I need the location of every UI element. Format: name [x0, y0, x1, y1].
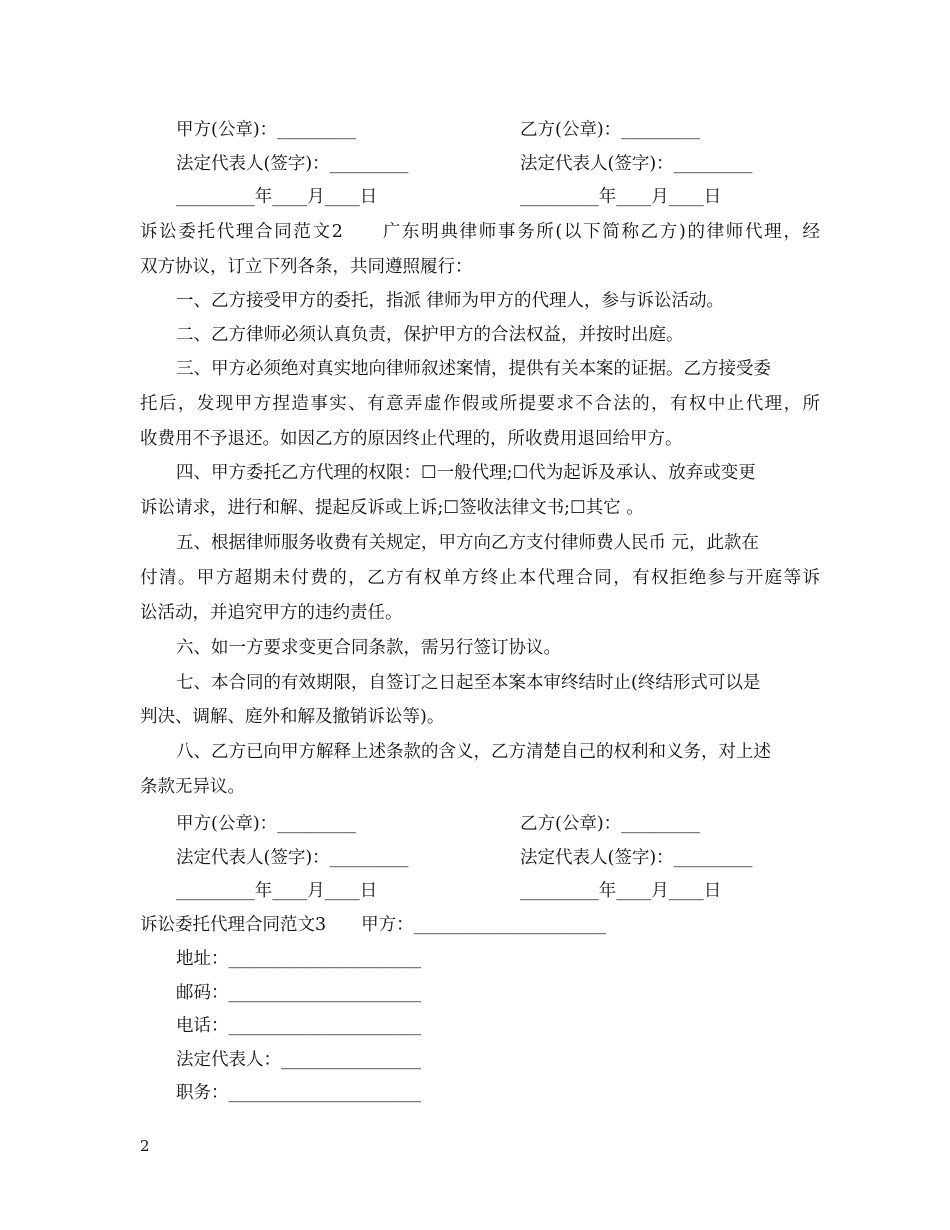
party-a-seal-line: 甲方(公章)：_________: [176, 814, 356, 834]
page-number: 2: [140, 1137, 150, 1155]
clause-7: 七、本合同的有效期限，自签订之日起至本案本审终结时止(终结形式可以是: [176, 673, 761, 693]
contract2-body-line: 双方协议，订立下列各条，共同遵照履行：: [140, 257, 473, 277]
clause-5-continued: 讼活动，并追究甲方的违约责任。: [140, 603, 403, 623]
postal-code-field: 邮码：______________________: [176, 983, 421, 1003]
party-b-date-line: _________年____月____日: [520, 881, 722, 901]
party-a-date-line: _________年____月____日: [176, 881, 378, 901]
party-b-date-line: _________年____月____日: [520, 187, 722, 207]
clause-1: 一、乙方接受甲方的委托，指派 律师为甲方的代理人，参与诉讼活动。: [176, 291, 725, 311]
clause-3-continued: 收费用不予退还。如因乙方的原因终止代理的，所收费用退回给甲方。: [140, 429, 683, 449]
phone-field: 电话：______________________: [176, 1016, 421, 1036]
party-a-rep-signature-line: 法定代表人(签字)：_________: [176, 848, 409, 868]
clause-8: 八、乙方已向甲方解释上述条款的含义，乙方清楚自己的权利和义务，对上述: [176, 742, 771, 762]
party-a-seal-line: 甲方(公章)：_________: [176, 120, 356, 140]
clause-5: 五、根据律师服务收费有关规定，甲方向乙方支付律师费人民币 元，此款在: [176, 533, 760, 553]
clause-5-continued: 付清。甲方超期未付费的，乙方有权单方终止本代理合同，有权拒绝参与开庭等诉: [140, 568, 820, 588]
clause-3-continued: 托后，发现甲方捏造事实、有意弄虚作假或所提要求不合法的，有权中止代理，所: [140, 394, 820, 414]
clause-7-continued: 判决、调解、庭外和解及撤销诉讼等)。: [140, 707, 445, 727]
party-b-rep-signature-line: 法定代表人(签字)：_________: [520, 154, 753, 174]
position-field: 职务：______________________: [176, 1083, 421, 1103]
party-b-seal-line: 乙方(公章)：_________: [520, 814, 700, 834]
clause-4: 四、甲方委托乙方代理的权限：☐一般代理;☐代为起诉及承认、放弃或变更: [176, 463, 756, 483]
party-b-rep-signature-line: 法定代表人(签字)：_________: [520, 848, 753, 868]
clause-4-continued: 诉讼请求，进行和解、提起反诉或上诉;☐签收法律文书;☐其它 。: [140, 498, 644, 518]
clause-8-continued: 条款无异议。: [140, 777, 245, 797]
party-b-seal-line: 乙方(公章)：_________: [520, 120, 700, 140]
legal-representative-field: 法定代表人：________________: [176, 1050, 421, 1070]
contract2-title-line: 诉讼委托代理合同范文2 广东明典律师事务所(以下简称乙方)的律师代理，经: [140, 222, 820, 242]
contract3-heading: 诉讼委托代理合同范文3 甲方：______________________: [140, 915, 607, 935]
party-a-rep-signature-line: 法定代表人(签字)：_________: [176, 154, 409, 174]
clause-3: 三、甲方必须绝对真实地向律师叙述案情，提供有关本案的证据。乙方接受委: [176, 359, 771, 379]
clause-2: 二、乙方律师必须认真负责，保护甲方的合法权益，并按时出庭。: [176, 325, 684, 345]
party-a-date-line: _________年____月____日: [176, 187, 378, 207]
clause-6: 六、如一方要求变更合同条款，需另行签订协议。: [176, 638, 561, 658]
address-field: 地址：______________________: [176, 949, 421, 969]
